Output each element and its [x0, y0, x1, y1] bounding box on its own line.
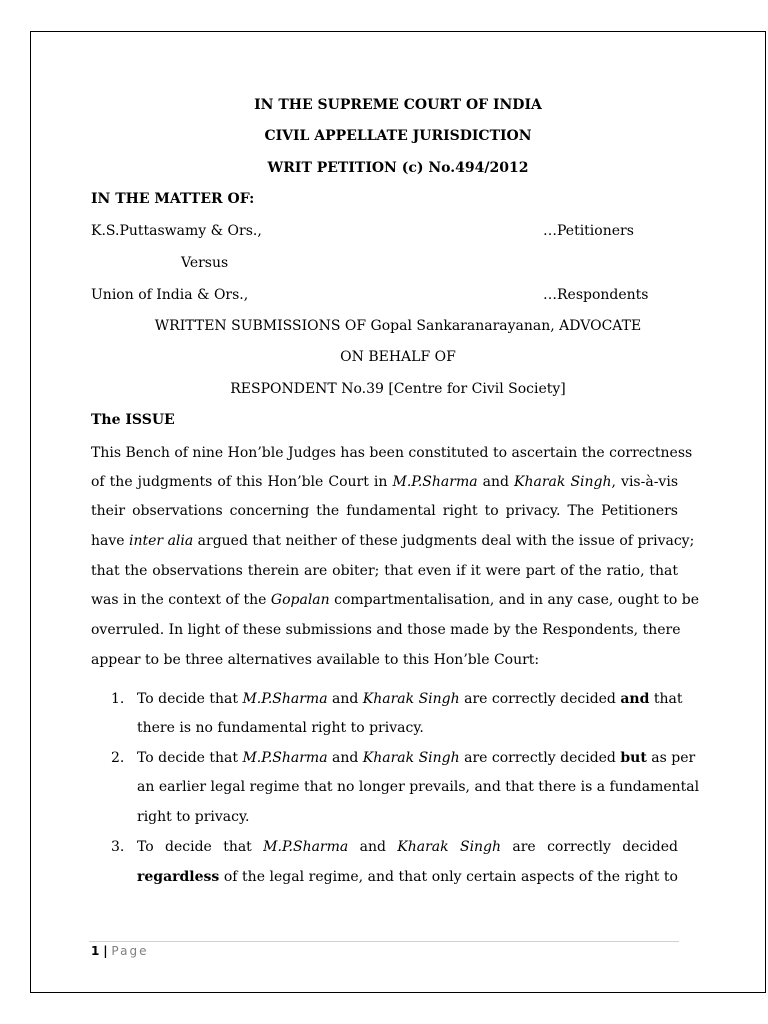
- jurisdiction-heading: CIVIL APPELLATE JURISDICTION: [264, 128, 532, 144]
- paragraph-line: that the observations therein are obiter; that even if it were part of the ratio, that: [91, 563, 678, 579]
- submission-line-1: WRITTEN SUBMISSIONS OF Gopal Sankaranarayanan, ADVOCATE: [154, 318, 642, 334]
- list-number: 1.: [111, 691, 125, 707]
- paragraph-line: their observations concerning the fundamental right to privacy. The Petitioners: [91, 503, 678, 519]
- list-item-line: regardless of the legal regime, and that only certain aspects of the right to: [137, 869, 678, 885]
- footer-divider: [89, 941, 679, 942]
- issue-heading: The ISSUE: [91, 412, 175, 428]
- page-number: 1: [91, 944, 100, 958]
- respondent-name: Union of India & Ors.,: [91, 287, 249, 303]
- footer-separator: |: [103, 944, 108, 958]
- submission-line-2: ON BEHALF OF: [340, 349, 456, 365]
- paragraph-line: appear to be three alternatives available to this Hon’ble Court:: [91, 652, 540, 668]
- list-item-line: To decide that M.P.Sharma and Kharak Singh are correctly decided but as per: [137, 750, 696, 766]
- paragraph-line: have inter alia argued that neither of these judgments deal with the issue of privacy;: [91, 533, 695, 549]
- petitioner-name: K.S.Puttaswamy & Ors.,: [91, 223, 262, 239]
- list-number: 3.: [111, 839, 125, 855]
- list-number: 2.: [111, 750, 125, 766]
- paragraph-line: of the judgments of this Hon’ble Court in M.P.Sharma and Kharak Singh, vis-à-vis: [91, 474, 679, 490]
- submission-line-3: RESPONDENT No.39 [Centre for Civil Society]: [230, 381, 566, 397]
- matter-heading: IN THE MATTER OF:: [91, 191, 255, 207]
- paragraph-line: This Bench of nine Hon’ble Judges has been constituted to ascertain the correctness: [91, 445, 693, 461]
- list-item-line: To decide that M.P.Sharma and Kharak Singh are correctly decided and that: [137, 691, 683, 707]
- petitioner-role: …Petitioners: [543, 223, 634, 239]
- list-item-line: right to privacy.: [137, 809, 250, 825]
- paragraph-line: was in the context of the Gopalan compartmentalisation, and in any case, ought to be: [91, 592, 700, 608]
- list-item-line: there is no fundamental right to privacy.: [137, 720, 424, 736]
- court-heading: IN THE SUPREME COURT OF INDIA: [254, 97, 542, 113]
- list-item-line: To decide that M.P.Sharma and Kharak Singh are correctly decided: [137, 839, 678, 855]
- list-item-line: an earlier legal regime that no longer prevails, and that there is a fundamental: [137, 779, 700, 795]
- page-footer: [91, 944, 148, 958]
- petition-heading: WRIT PETITION (c) No.494/2012: [267, 160, 529, 176]
- versus-label: Versus: [181, 255, 229, 271]
- respondent-role: …Respondents: [543, 287, 649, 303]
- page-label: Page: [111, 944, 149, 958]
- document-page: [30, 31, 766, 993]
- paragraph-line: overruled. In light of these submissions and those made by the Respondents, there: [91, 622, 681, 638]
